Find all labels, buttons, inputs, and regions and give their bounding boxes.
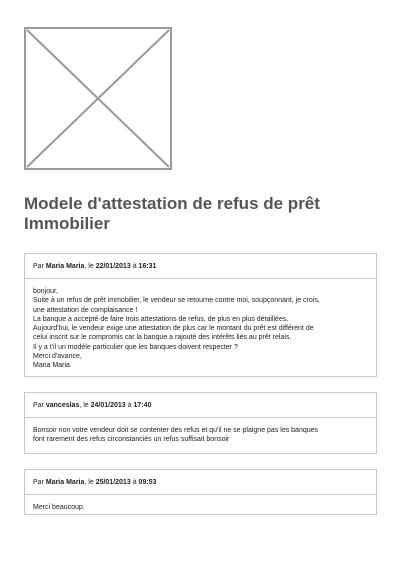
time-label: à: [132, 479, 137, 486]
post-header: [33, 262, 368, 271]
post-line: Suite à un refus de prêt immobilier, le vendeur se retourne contre moi, soupçonnant, je crois,: [33, 297, 320, 305]
missing-image-icon: [24, 27, 172, 170]
post-date: 22/01/2013: [95, 263, 131, 270]
post-header: [33, 401, 368, 410]
post-line: Merci beaucoup.: [33, 504, 85, 511]
post-body: [33, 287, 368, 371]
post-line: Bonsoir non votre vendeur doit se contenter des refus et qu'il ne se plaigne pas les banques: [33, 427, 319, 434]
by-label: Par: [33, 402, 44, 409]
post-line: La banque a accepté de faire trois attestations de refus, de plus en plus détaillées.: [33, 315, 289, 323]
post-divider: [25, 494, 376, 495]
post-time: 09:53: [138, 479, 157, 486]
post-line: Merci d'avance,: [33, 353, 82, 361]
date-label: , le: [79, 402, 89, 409]
post-author: vanceslas: [45, 402, 80, 409]
post: [24, 253, 377, 377]
post-time: 16:31: [138, 263, 157, 270]
post-line: celui inscrit sur le compromis car la banque a rajouté des intérêts liés au prêt relais.: [33, 334, 292, 342]
post: [24, 469, 377, 515]
post: [24, 392, 377, 454]
post-date: 24/01/2013: [90, 402, 126, 409]
post-author: Maria Maria: [45, 263, 85, 270]
by-label: Par: [33, 263, 44, 270]
post-body: [33, 503, 368, 512]
post-date: 25/01/2013: [95, 479, 131, 486]
time-label: à: [132, 263, 137, 270]
time-label: à: [127, 402, 132, 409]
post-line: une attestation de complaisance !: [33, 306, 138, 314]
post-line: Maria Maria: [33, 362, 70, 370]
post-list: [24, 253, 377, 530]
post-divider: [25, 417, 376, 418]
post-line: bonjour,: [33, 288, 58, 295]
by-label: Par: [33, 479, 44, 486]
post-body: [33, 426, 368, 445]
date-label: , le: [84, 479, 94, 486]
post-line: font rarement des refus circonstanciés un refus suffisait bonsoir: [33, 436, 230, 444]
post-line: Il y a t'il un modèle particulier que les banques doivent respecter ?: [33, 343, 238, 351]
post-author: Maria Maria: [45, 479, 85, 486]
post-time: 17:40: [133, 402, 152, 409]
post-header: [33, 478, 368, 487]
page-title: Modele d'attestation de refus de prêt Immobilier: [24, 194, 320, 233]
post-line: Aujourd'hui, le vendeur exige une attestation de plus car le montant du prêt est différent de: [33, 325, 314, 333]
post-divider: [25, 278, 376, 279]
date-label: , le: [84, 263, 94, 270]
